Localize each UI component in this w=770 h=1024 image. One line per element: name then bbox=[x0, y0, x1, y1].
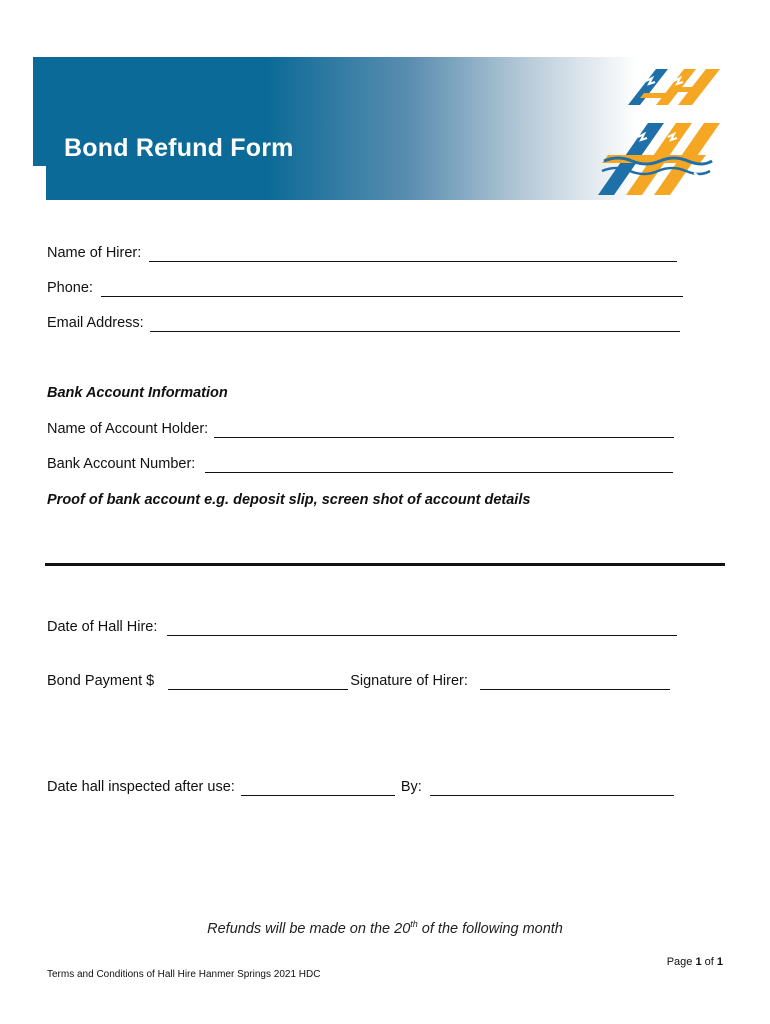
refund-note-prefix: Refunds will be made on the 20 bbox=[207, 920, 411, 937]
account-number-line[interactable] bbox=[205, 458, 673, 473]
footer-terms: Terms and Conditions of Hall Hire Hanmer Springs 2021 HDC bbox=[47, 969, 321, 980]
account-number-label: Bank Account Number: bbox=[47, 456, 196, 472]
phone-line[interactable] bbox=[101, 282, 683, 297]
email-label: Email Address: bbox=[47, 315, 144, 331]
account-holder-field[interactable] bbox=[47, 421, 674, 438]
email-line[interactable] bbox=[150, 317, 680, 332]
page-prefix: Page bbox=[666, 956, 696, 968]
refund-note-sup: th bbox=[410, 919, 418, 929]
phone-field[interactable] bbox=[47, 280, 683, 297]
page-of: of bbox=[701, 956, 717, 968]
signature-label: Signature of Hirer: bbox=[350, 673, 468, 689]
page-total: 1 bbox=[716, 956, 723, 968]
hirer-name-label: Name of Hirer: bbox=[47, 245, 142, 261]
bond-signature-row bbox=[47, 673, 670, 690]
page-number bbox=[667, 956, 723, 968]
hire-date-label: Date of Hall Hire: bbox=[47, 619, 158, 635]
section-divider bbox=[45, 563, 725, 566]
form-title: Bond Refund Form bbox=[64, 134, 294, 162]
bond-payment-label: Bond Payment $ bbox=[47, 673, 155, 689]
hanmer-springs-logo-icon bbox=[594, 63, 724, 203]
bond-payment-line[interactable] bbox=[168, 675, 348, 690]
hirer-name-line[interactable] bbox=[149, 247, 677, 262]
account-holder-line[interactable] bbox=[214, 423, 674, 438]
inspected-date-label: Date hall inspected after use: bbox=[47, 779, 235, 795]
hire-date-line[interactable] bbox=[167, 621, 677, 636]
hire-date-field[interactable] bbox=[47, 619, 677, 636]
inspected-by-label: By: bbox=[400, 779, 422, 795]
inspection-row bbox=[47, 779, 674, 796]
proof-note: Proof of bank account e.g. deposit slip, screen shot of account details bbox=[47, 492, 531, 508]
account-number-field[interactable] bbox=[47, 456, 673, 473]
bank-info-heading: Bank Account Information bbox=[47, 385, 228, 401]
banner-notch bbox=[33, 166, 46, 200]
hirer-name-field[interactable] bbox=[47, 245, 677, 262]
refund-note-suffix: of the following month bbox=[417, 920, 563, 937]
refund-note bbox=[0, 919, 770, 937]
phone-label: Phone: bbox=[47, 280, 93, 296]
page-current: 1 bbox=[695, 956, 702, 968]
account-holder-label: Name of Account Holder: bbox=[47, 421, 209, 437]
signature-line[interactable] bbox=[480, 675, 670, 690]
inspected-date-line[interactable] bbox=[241, 781, 395, 796]
inspected-by-line[interactable] bbox=[430, 781, 674, 796]
email-field[interactable] bbox=[47, 315, 680, 332]
